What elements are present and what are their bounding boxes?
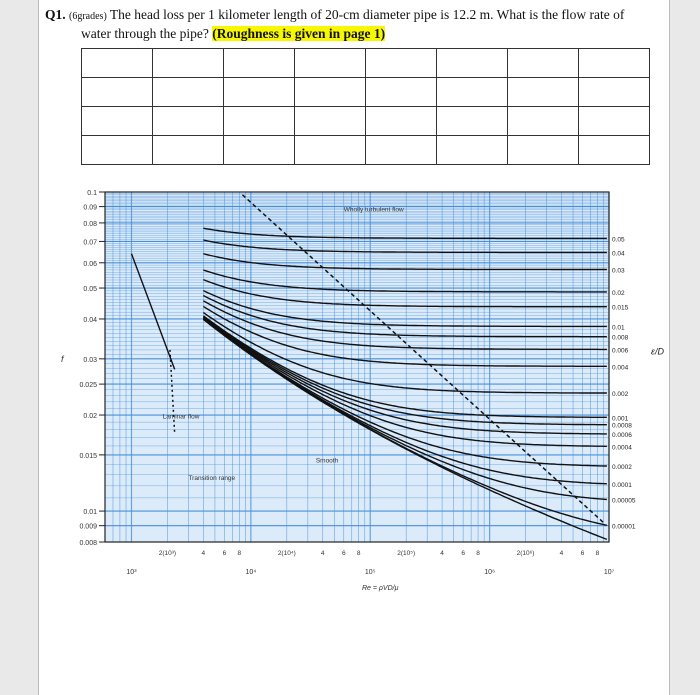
roughness-label: 0.01	[612, 324, 625, 332]
roughness-label: 0.0008	[612, 422, 632, 430]
x-axis-label: Re = ρVD/μ	[362, 585, 399, 592]
answer-cell[interactable]	[224, 78, 295, 107]
y-tick-label: 0.015	[79, 452, 97, 460]
x-decade-tick-label: 10⁵	[364, 569, 376, 576]
answer-cell[interactable]	[437, 78, 508, 107]
x-minor-tick-label: 4	[320, 550, 325, 557]
roughness-label: 0.0006	[612, 431, 632, 439]
answer-cell[interactable]	[437, 136, 508, 165]
answer-table[interactable]	[81, 48, 650, 165]
y-tick-label: 0.07	[83, 239, 97, 247]
y-tick-label: 0.025	[79, 382, 97, 390]
answer-cell[interactable]	[508, 49, 579, 78]
answer-cell[interactable]	[295, 136, 366, 165]
question-grades: (6grades)	[69, 11, 107, 22]
roughness-label: 0.006	[612, 347, 629, 355]
y-tick-label: 0.1	[87, 190, 97, 197]
roughness-label: 0.03	[612, 267, 625, 275]
answer-cell[interactable]	[295, 107, 366, 136]
answer-cell[interactable]	[508, 107, 579, 136]
roughness-label: 0.00005	[612, 497, 636, 505]
x-minor-tick-label: 6	[580, 550, 585, 557]
x-minor-tick-label: 6	[341, 550, 346, 557]
roughness-label: 0.002	[612, 391, 629, 399]
answer-cell[interactable]	[366, 136, 437, 165]
answer-cell[interactable]	[82, 107, 153, 136]
x-decade-tick-label: 10⁶	[484, 569, 495, 576]
roughness-label: 0.0004	[612, 444, 632, 452]
roughness-label: 0.015	[612, 304, 629, 312]
answer-cell[interactable]	[579, 49, 650, 78]
moody-chart-svg	[39, 180, 669, 620]
answer-cell[interactable]	[224, 136, 295, 165]
x-decade-tick-label: 10⁴	[245, 569, 257, 576]
answer-cell[interactable]	[366, 78, 437, 107]
question-number: Q1.	[45, 7, 66, 22]
answer-cell[interactable]	[295, 49, 366, 78]
x-minor-tick-label: 2(10⁴)	[277, 550, 296, 557]
y-tick-label: 0.02	[83, 413, 97, 421]
roughness-note: (Roughness is given in page 1)	[212, 26, 386, 41]
answer-cell[interactable]	[153, 136, 224, 165]
y-axis-label: f	[61, 353, 64, 364]
y-tick-label: 0.06	[83, 260, 97, 268]
x-minor-tick-label: 4	[201, 550, 206, 557]
answer-cell[interactable]	[82, 78, 153, 107]
document-page	[38, 0, 670, 695]
x-minor-tick-label: 8	[595, 550, 600, 557]
y-tick-label: 0.01	[83, 509, 97, 517]
y-tick-label: 0.08	[83, 220, 97, 228]
roughness-label: 0.0002	[612, 464, 632, 472]
answer-cell[interactable]	[153, 107, 224, 136]
question-body: The head loss per 1 kilometer length of 20-cm diameter pipe is 12.2 m. What is the flow rate of	[109, 7, 625, 22]
x-minor-tick-label: 6	[461, 550, 465, 557]
answer-cell[interactable]	[153, 49, 224, 78]
y-tick-label: 0.09	[83, 204, 97, 212]
roughness-label: 0.0001	[612, 481, 632, 489]
answer-row	[82, 49, 650, 78]
answer-cell[interactable]	[295, 78, 366, 107]
x-minor-tick-label: 8	[356, 550, 361, 557]
y-tick-label: 0.03	[83, 356, 97, 364]
answer-cell[interactable]	[153, 78, 224, 107]
answer-row	[82, 136, 650, 165]
moody-chart	[39, 180, 669, 625]
y-tick-label: 0.009	[79, 523, 97, 531]
answer-cell[interactable]	[366, 49, 437, 78]
roughness-label: 0.001	[612, 415, 629, 423]
answer-cell[interactable]	[508, 78, 579, 107]
answer-cell[interactable]	[579, 107, 650, 136]
roughness-label: 0.04	[612, 250, 625, 258]
transition-range-label: Transition range	[188, 475, 236, 483]
x-minor-tick-label: 4	[559, 550, 564, 557]
answer-row	[82, 78, 650, 107]
laminar-flow-label: Laminar flow	[162, 413, 200, 421]
answer-cell[interactable]	[82, 49, 153, 78]
smooth-label: Smooth	[315, 457, 339, 465]
roughness-label: 0.00001	[612, 523, 636, 531]
answer-cell[interactable]	[508, 136, 579, 165]
roughness-label: 0.05	[612, 236, 625, 244]
roughness-label: 0.004	[612, 364, 629, 372]
x-minor-tick-label: 2(10⁵)	[397, 550, 416, 557]
answer-cell[interactable]	[437, 107, 508, 136]
x-minor-tick-label: 2(10³)	[158, 550, 177, 557]
x-decade-tick-label: 10³	[126, 569, 137, 576]
answer-cell[interactable]	[224, 107, 295, 136]
roughness-label: 0.008	[612, 334, 629, 342]
answer-cell[interactable]	[579, 136, 650, 165]
x-minor-tick-label: 4	[440, 550, 444, 557]
x-minor-tick-label: 8	[476, 550, 480, 557]
y-tick-label: 0.05	[83, 286, 97, 294]
answer-row	[82, 107, 650, 136]
roughness-label: 0.02	[612, 289, 625, 297]
y-tick-label: 0.008	[79, 540, 97, 547]
question-body-2: water through the pipe?	[81, 26, 209, 41]
answer-cell[interactable]	[579, 78, 650, 107]
y-tick-label: 0.04	[83, 316, 97, 324]
wholly-turbulent-label: Wholly turbulent flow	[343, 206, 404, 214]
answer-cell[interactable]	[437, 49, 508, 78]
question-text	[45, 6, 663, 42]
answer-cell[interactable]	[224, 49, 295, 78]
x-minor-tick-label: 6	[222, 550, 227, 557]
roughness-axis-label: ε/D	[651, 346, 664, 357]
answer-cell[interactable]	[82, 136, 153, 165]
x-minor-tick-label: 2(10⁶)	[516, 550, 535, 557]
x-minor-tick-label: 8	[237, 550, 242, 557]
x-decade-tick-label: 10⁷	[603, 569, 615, 576]
answer-cell[interactable]	[366, 107, 437, 136]
